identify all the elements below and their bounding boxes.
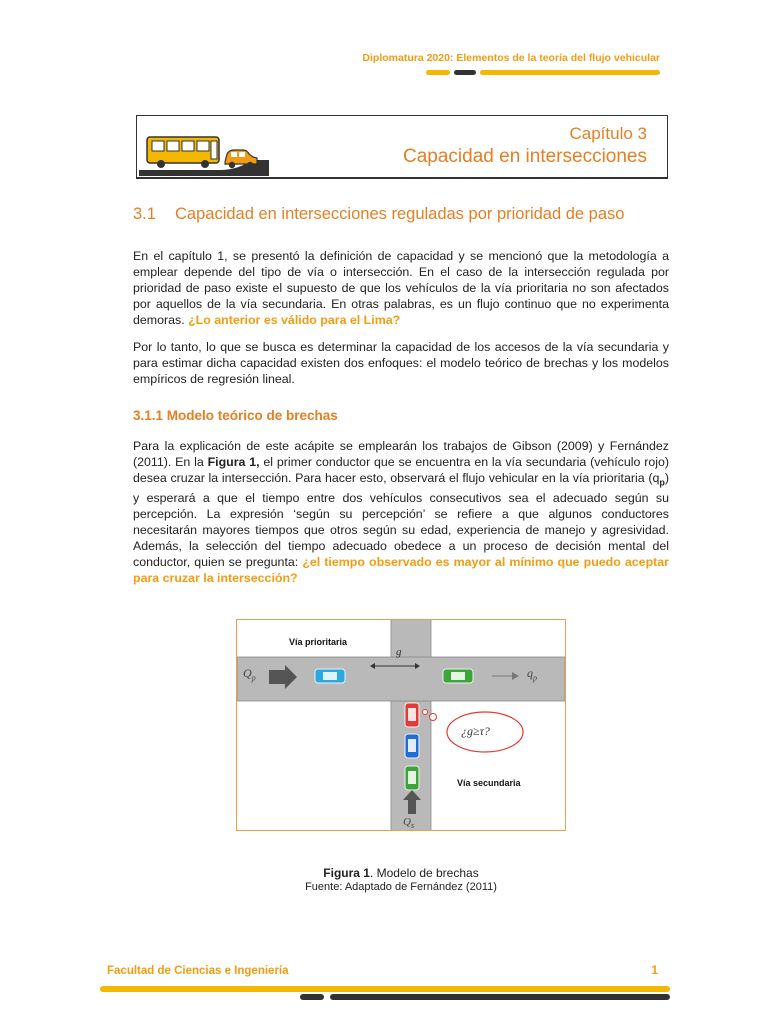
figure-reference: Figura 1, — [207, 455, 260, 469]
figure-caption — [236, 866, 566, 880]
paragraph-1 — [133, 248, 669, 328]
paragraph-2: Por lo tanto, lo que se busca es determinar la capacidad de los accesos de la vía secundaria y para estimar dicha capacidad existen dos enfoques: el modelo teórico de brechas y los modelos empíricos de regresión lineal. — [133, 340, 669, 386]
footer-faculty: Facultad de Ciencias e Ingeniería — [107, 965, 289, 977]
paragraph-3-part-2: el primer conductor que se encuentra en la vía secundaria (vehículo rojo) desea cruzar la intersección. Para hacer esto, observará el flujo vehicular en la vía prioritaria (q — [133, 455, 670, 485]
figure-gap-model — [236, 619, 566, 831]
main-road-label: Vía prioritaria — [289, 637, 348, 647]
section-title: Capacidad en intersecciones reguladas por prioridad de paso — [175, 205, 625, 223]
paragraph-3 — [133, 438, 669, 586]
gap-label: g — [396, 646, 402, 658]
paragraph-3-part-1: Para la explicación de este acápite se emplearán los trabajos de Gibson (2009) y Fernández (2011). En la — [133, 439, 669, 469]
main-road-flow-label: $q_p$ — [527, 666, 537, 683]
figure-caption-label: Figura 1 — [323, 866, 370, 880]
chapter-title: Capacidad en intersecciones — [403, 146, 647, 167]
secondary-road-volume-label: $Q_s$ — [403, 816, 415, 831]
figure-source: Fuente: Adaptado de Fernández (2011) — [305, 881, 497, 893]
subsection-heading: 3.1.1 Modelo teórico de brechas — [133, 408, 338, 423]
paragraph-3-question: ¿el tiempo observado es mayor al mínimo que puedo aceptar para cruzar la intersección? — [133, 555, 669, 586]
subscript-p: p — [659, 477, 665, 488]
chapter-number: Capítulo 3 — [569, 124, 647, 143]
paragraph-3-part-3: ) y esperará a que el tiempo entre dos vehículos consecutivos sea el adecuado según su percepción. La expresión ‘según su percepción’ se refiere a que algunos conductores necesitarán mayores tiempos que otros según su edad, experiencia de manejo y agresividad. Además, la selección del tiempo adecuado obedece a un proceso de decisión mental del conductor, quien se pregunta: — [133, 471, 669, 570]
thought-bubble-text: ¿g≥τ? — [461, 724, 490, 738]
section-heading — [133, 205, 624, 224]
bus-and-car-illustration — [139, 120, 269, 176]
figure-caption-text: . Modelo de brechas — [369, 866, 479, 880]
paragraph-1-question: ¿Lo anterior es válido para el Lima? — [188, 313, 401, 327]
page-number: 1 — [651, 963, 658, 977]
paragraph-1-text: En el capítulo 1, se presentó la definición de capacidad y se mencionó que la metodología a emplear depende del tipo de vía o intersección. En el caso de la intersección regulada por prioridad de paso existe el supuesto de que los vehículos de la vía prioritaria no son afectados por aquellos de la vía secundaria. En otras palabras, es un flujo continuo que no experimenta demoras. — [133, 249, 669, 327]
chapter-banner — [136, 115, 668, 179]
main-road-volume-label: $Q_p$ — [243, 666, 256, 683]
section-number: 3.1 — [133, 205, 156, 223]
secondary-road-label: Vía secundaria — [457, 778, 521, 788]
header-title: Diplomatura 2020: Elementos de la teoría del flujo vehicular — [362, 52, 660, 64]
